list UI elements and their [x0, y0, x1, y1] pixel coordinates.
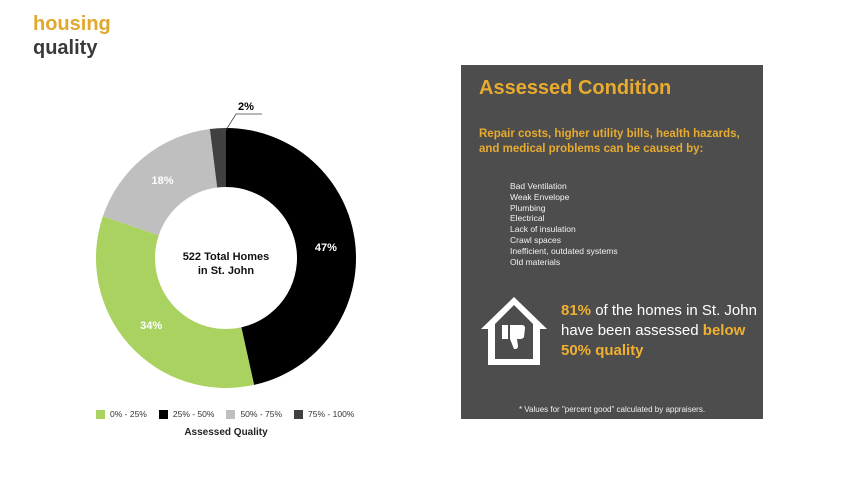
cause-item: Bad Ventilation [510, 181, 567, 191]
cause-item: Crawl spaces [510, 234, 562, 245]
stat-body: of the homes in St. John have been assessed [561, 302, 757, 339]
donut-slice-0-25 [96, 216, 254, 388]
legend [96, 409, 354, 419]
legend-swatch [159, 410, 168, 419]
slice-value-label: 2% [238, 101, 254, 113]
stat-highlight-quality: below 50% quality [561, 322, 746, 359]
cause-item: Inefficient, outdated systems [510, 245, 618, 256]
legend-label: 0% - 25% [110, 409, 147, 419]
legend-item [294, 409, 354, 419]
info-panel [461, 65, 763, 419]
panel-title: Assessed Condition [479, 77, 672, 99]
legend-item [159, 409, 215, 419]
legend-label: 75% - 100% [308, 409, 355, 419]
cause-item: Lack of insulation [510, 224, 576, 235]
footnote: * Values for "percent good" calculated by appraisers. [518, 405, 706, 414]
page-title-line1: housing [33, 13, 111, 35]
donut-chart [0, 0, 452, 420]
legend-item [226, 409, 282, 419]
legend-label: 25% - 50% [172, 409, 215, 419]
callout-line [226, 114, 262, 130]
slice-value-label: 18% [151, 175, 174, 188]
house-thumbs-down-icon [479, 295, 549, 367]
center-label-line1: 522 Total Homes [182, 251, 270, 263]
cause-item: Weak Envelope [510, 191, 570, 202]
legend-item [96, 409, 147, 419]
center-label-line2: in St. John [197, 265, 255, 277]
causes-list [510, 181, 618, 267]
slice-value-label: 47% [314, 242, 337, 255]
slice-value-label: 34% [140, 320, 163, 333]
legend-label: 50% - 75% [240, 409, 283, 419]
stat-highlight-percent: 81% [561, 302, 592, 319]
stat-text [561, 301, 761, 361]
cause-item: Electrical [510, 213, 545, 224]
cause-item: Old materials [510, 256, 561, 267]
legend-swatch [226, 410, 235, 419]
legend-swatch [96, 410, 105, 419]
legend-title: Assessed Quality [184, 427, 268, 438]
page-title-line2: quality [33, 37, 98, 59]
panel-subtitle: Repair costs, higher utility bills, health hazards, and medical problems can be caused by: [479, 128, 740, 155]
legend-swatch [294, 410, 303, 419]
cause-item: Plumbing [510, 202, 546, 213]
